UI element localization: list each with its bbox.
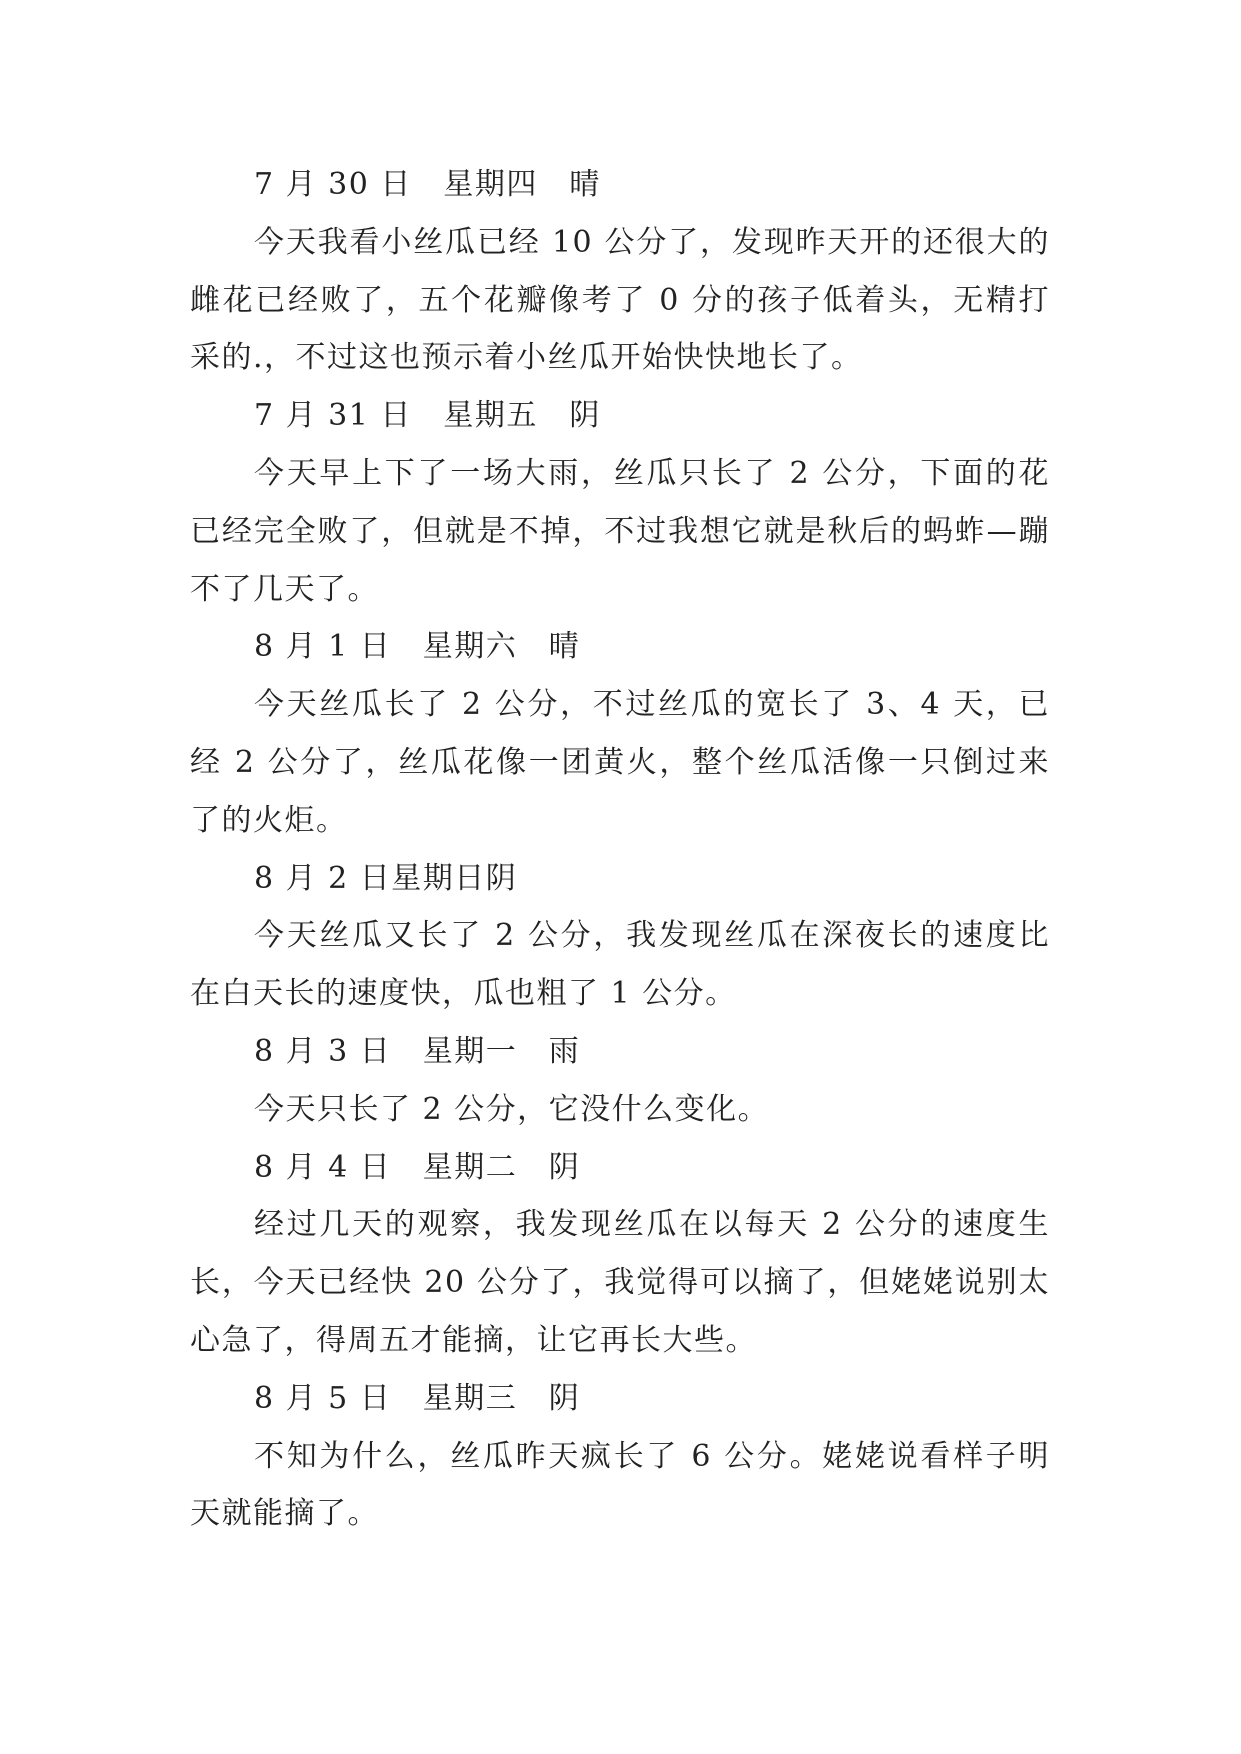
diary-date-line: 8 月 4 日 星期二 阴 (254, 1149, 581, 1185)
diary-date-line: 8 月 1 日 星期六 晴 (254, 629, 581, 665)
diary-date-line: 7 月 31 日 星期五 阴 (254, 398, 601, 434)
diary-entry: 今天丝瓜长了 2 公分，不过丝瓜的宽长了 3、4 天，已经 2 公分了，丝瓜花像一团黄火，整个丝瓜活像一只倒过来了的火炬。 (190, 687, 1050, 838)
diary-date-line: 8 月 2 日星期日阴 (254, 860, 518, 896)
diary-entry: 今天我看小丝瓜已经 10 公分了，发现昨天开的还很大的雌花已经败了，五个花瓣像考了 0 分的孩子低着头，无精打采的.，不过这也预示着小丝瓜开始快快地长了。 (190, 224, 1050, 376)
diary-date-line: 7 月 30 日 星期四 晴 (254, 167, 601, 202)
diary-body (190, 156, 1050, 1543)
diary-date-line: 8 月 5 日 星期三 阴 (254, 1380, 581, 1416)
diary-entry: 今天早上下了一场大雨，丝瓜只长了 2 公分，下面的花已经完全败了，但就是不掉，不过我想它就是秋后的蚂蚱—蹦不了几天了。 (190, 455, 1050, 607)
diary-entry: 今天只长了 2 公分，它没什么变化。 (254, 1091, 770, 1127)
diary-date-line: 8 月 3 日 星期一 雨 (254, 1033, 581, 1069)
diary-entry: 经过几天的观察，我发现丝瓜在以每天 2 公分的速度生长，今天已经快 20 公分了，我觉得可以摘了，但姥姥说别太心急了，得周五才能摘，让它再长大些。 (190, 1207, 1050, 1358)
diary-entry: 今天丝瓜又长了 2 公分，我发现丝瓜在深夜长的速度比在白天长的速度快，瓜也粗了 1 公分。 (190, 918, 1050, 1012)
diary-entry: 不知为什么，丝瓜昨天疯长了 6 公分。姥姥说看样子明天就能摘了。 (190, 1438, 1050, 1532)
